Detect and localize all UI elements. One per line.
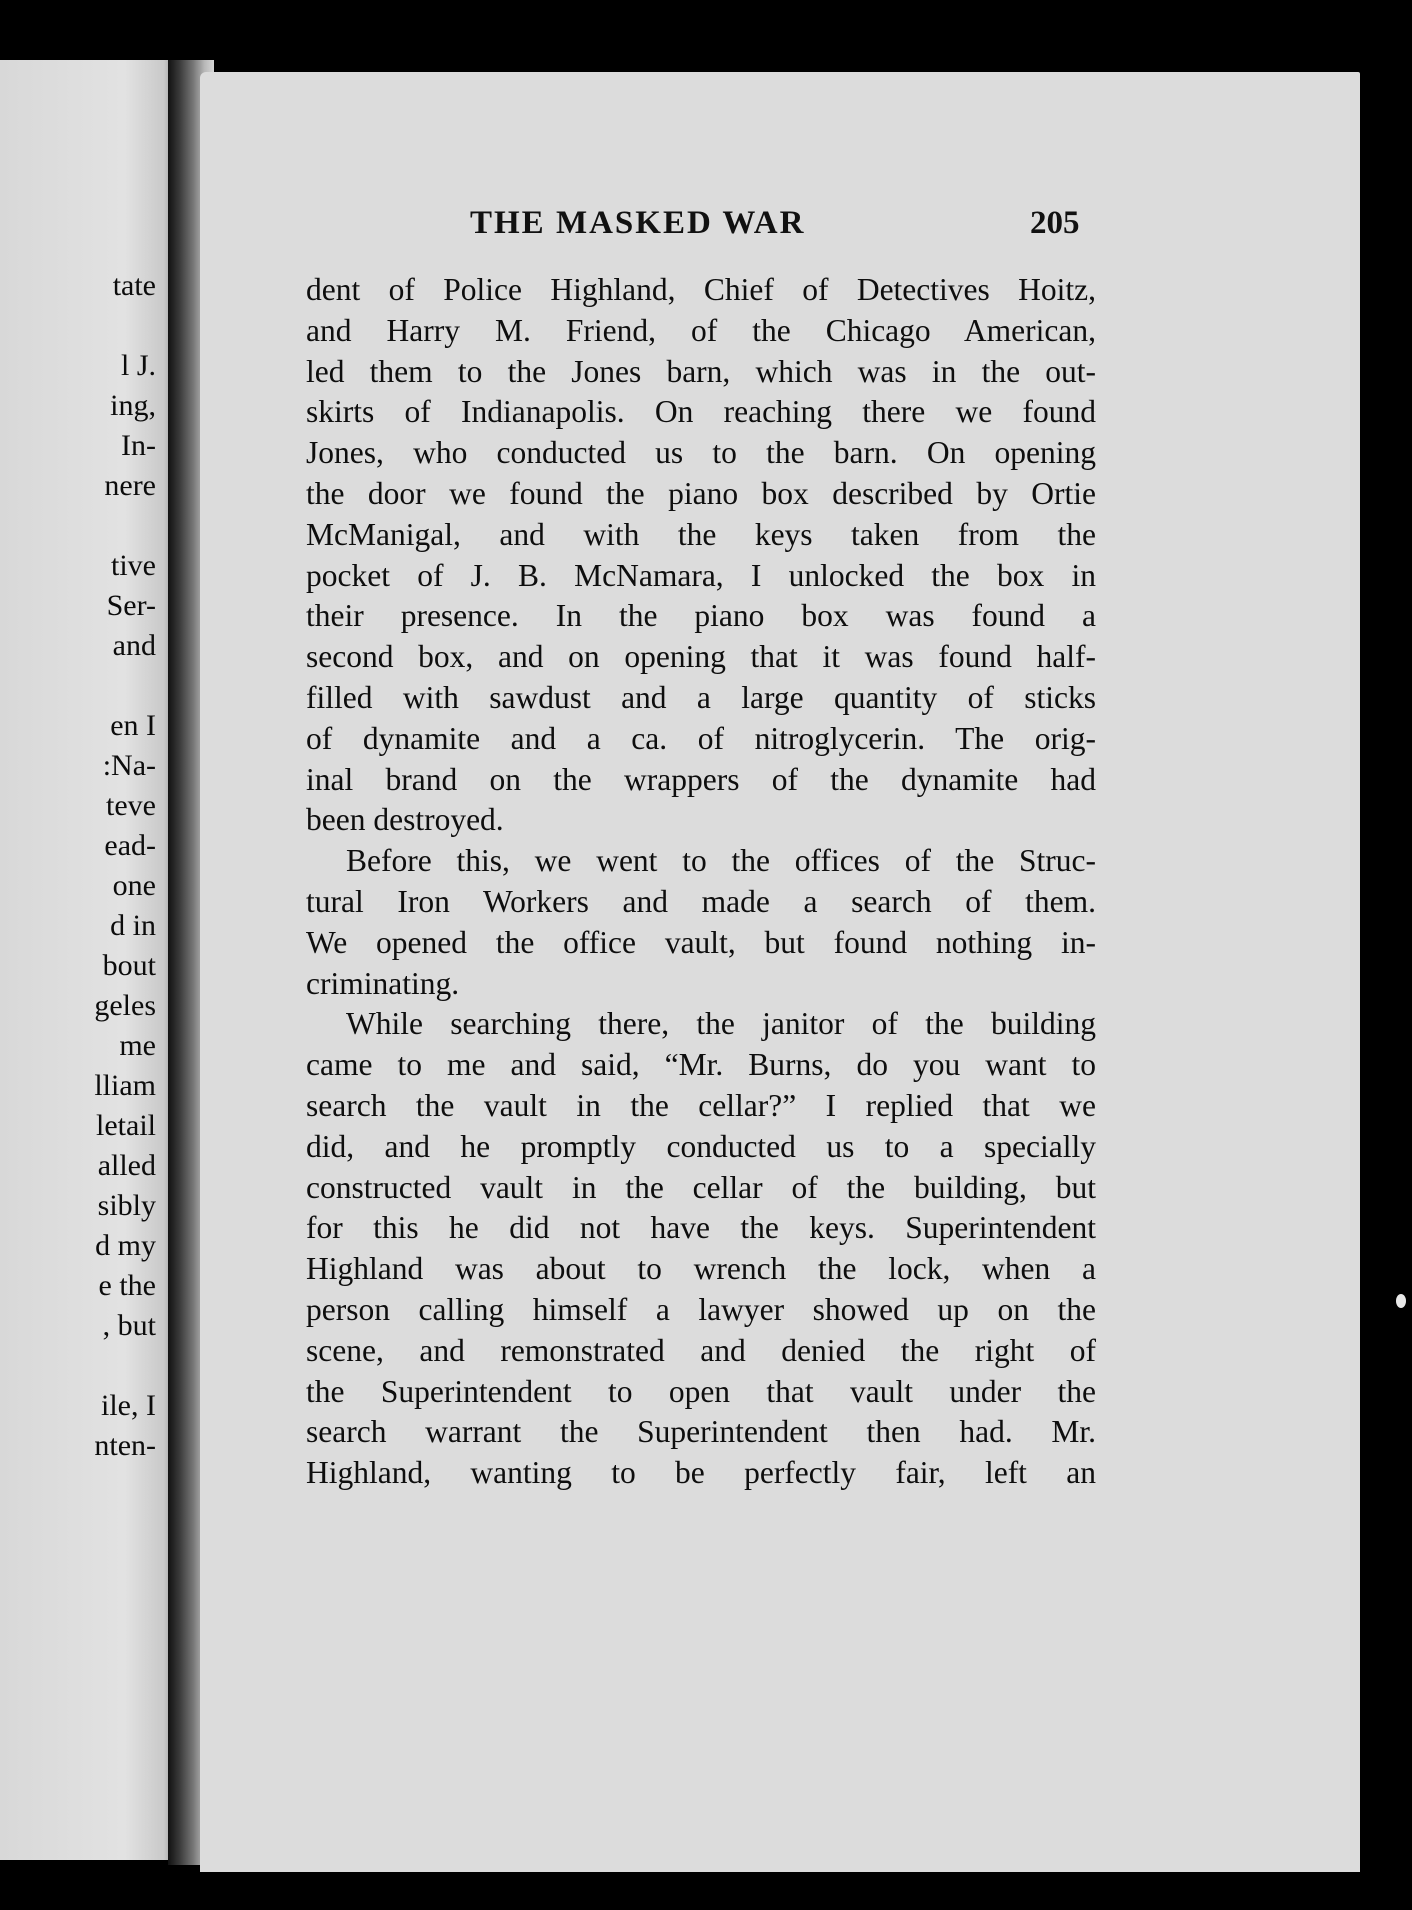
text-line: dent of Police Highland, Chief of Detectives Hoitz, (306, 272, 1096, 307)
text-line: filled with sawdust and a large quantity of sticks (306, 679, 1096, 715)
left-page-line: teve (106, 789, 156, 822)
left-page-line: tate (112, 269, 156, 302)
paragraph-2 (306, 841, 1096, 1004)
text-line: did, and he promptly conducted us to a specially (306, 1128, 1096, 1164)
text-line: their presence. In the piano box was found a (306, 598, 1096, 634)
text-line: search warrant the Superintendent then had. Mr. (306, 1414, 1096, 1450)
text-line: and Harry M. Friend, of the Chicago American, (306, 312, 1096, 348)
text-line: While searching there, the janitor of the building (346, 1006, 1096, 1042)
text-line: for this he did not have the keys. Superintendent (306, 1210, 1096, 1246)
left-page-line: ead- (104, 829, 156, 862)
paragraph-1 (306, 270, 1096, 841)
left-page-line: d in (110, 909, 156, 942)
text-line: the door we found the piano box described by Ortie (306, 475, 1096, 511)
left-page-line: l J. (120, 349, 156, 382)
text-line: constructed vault in the cellar of the building, but (306, 1169, 1096, 1205)
text-line: criminating. (306, 965, 460, 1001)
left-page-line: alled (97, 1149, 156, 1182)
text-line: Before this, we went to the offices of the Struc- (346, 843, 1096, 879)
text-line: came to me and said, “Mr. Burns, do you want to (306, 1047, 1096, 1083)
text-line: second box, and on opening that it was found half- (306, 639, 1096, 675)
left-page-line: d my (95, 1229, 156, 1262)
text-line: person calling himself a lawyer showed up on the (306, 1291, 1096, 1327)
left-page-line: :Na- (102, 749, 156, 782)
left-page-fragment (0, 60, 178, 1860)
left-page-line: tive (111, 549, 156, 582)
text-line: McManigal, and with the keys taken from the (306, 516, 1096, 552)
text-line: inal brand on the wrappers of the dynamite had (306, 761, 1096, 797)
scan-edge-mark (1396, 1294, 1406, 1308)
left-page-line: letail (96, 1109, 156, 1142)
text-line: Jones, who conducted us to the barn. On opening (306, 435, 1096, 471)
left-page-line: geles (94, 989, 156, 1022)
left-page-line: e the (98, 1269, 156, 1302)
text-line: skirts of Indianapolis. On reaching there we found (306, 394, 1096, 430)
text-line: led them to the Jones barn, which was in the out- (306, 353, 1096, 389)
left-page-line: nere (104, 469, 156, 502)
left-page-line: lliam (94, 1069, 156, 1102)
text-line: been destroyed. (306, 802, 504, 838)
text-line: tural Iron Workers and made a search of them. (306, 883, 1096, 919)
left-page-line: en I (110, 709, 156, 742)
paragraph-3 (306, 1004, 1096, 1494)
text-line: We opened the office vault, but found nothing in- (306, 924, 1096, 960)
text-line: of dynamite and a ca. of nitroglycerin. The orig- (306, 720, 1096, 756)
left-page-line: nten- (94, 1429, 156, 1462)
left-page-line: , but (102, 1309, 156, 1342)
left-page-line: ing, (110, 389, 156, 422)
text-line: the Superintendent to open that vault under the (306, 1373, 1096, 1409)
text-line: search the vault in the cellar?” I replied that we (306, 1087, 1096, 1123)
left-page-line: me (119, 1029, 156, 1062)
text-line: Highland, wanting to be perfectly fair, left an (306, 1455, 1096, 1491)
left-page-line: Ser- (106, 589, 156, 622)
left-page-line: In- (121, 429, 156, 462)
page-number: 205 (1030, 205, 1080, 241)
text-line: pocket of J. B. McNamara, I unlocked the box in (306, 557, 1096, 593)
left-page-line: one (112, 869, 156, 902)
left-page-line: and (112, 629, 156, 662)
left-page-line: sibly (97, 1189, 156, 1222)
left-page-line: bout (102, 949, 156, 982)
running-head: THE MASKED WAR (470, 205, 806, 241)
body-text (306, 270, 1096, 1494)
text-line: Highland was about to wrench the lock, when a (306, 1251, 1096, 1287)
left-page-line: ile, I (101, 1389, 156, 1422)
text-line: scene, and remonstrated and denied the right of (306, 1332, 1096, 1368)
